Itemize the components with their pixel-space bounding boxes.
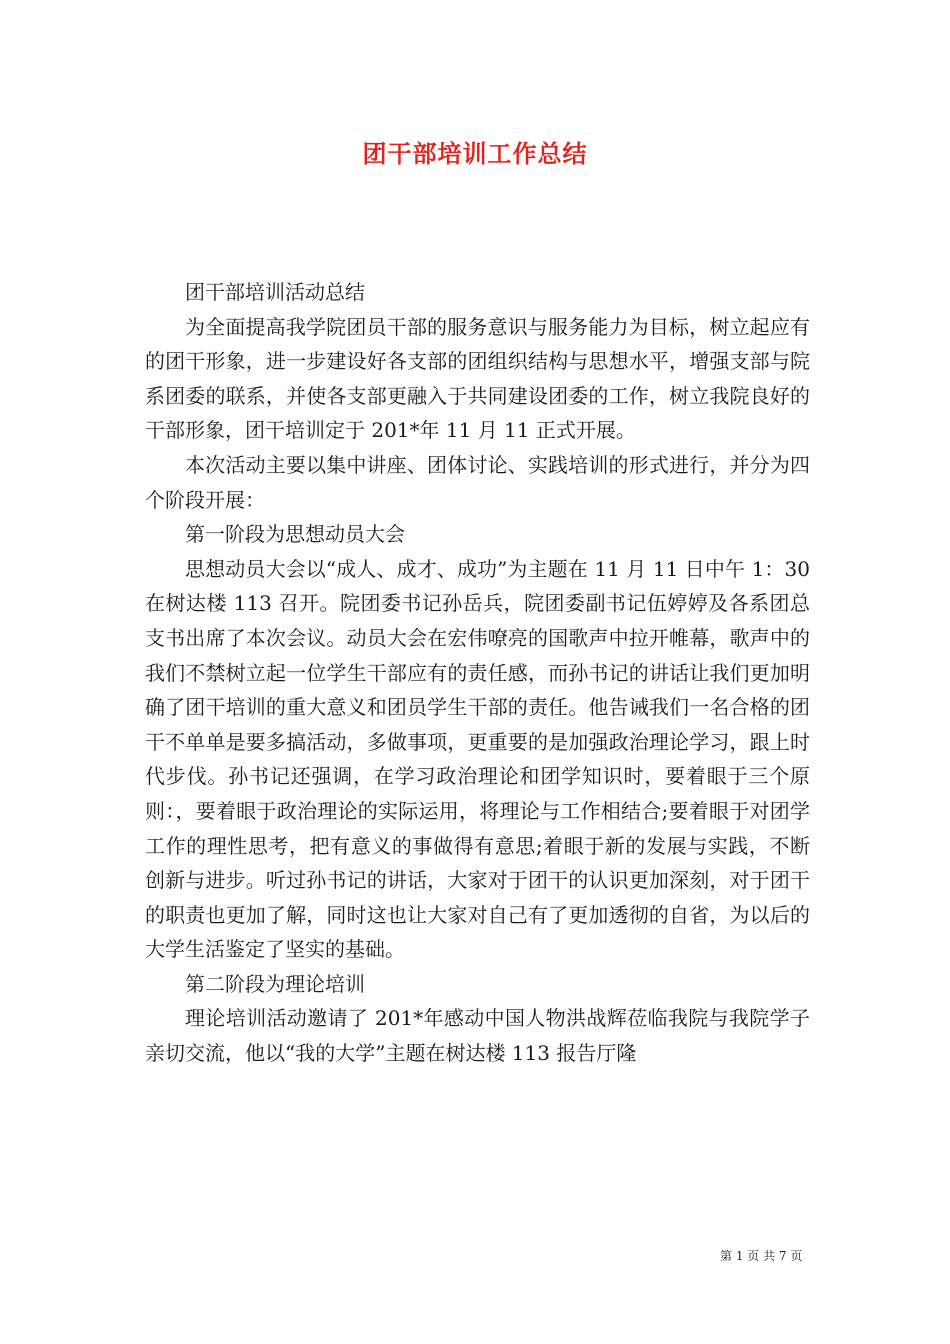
document-body <box>145 275 810 1071</box>
paragraph-format: 本次活动主要以集中讲座、团体讨论、实践培训的形式进行，并分为四个阶段开展： <box>145 452 810 512</box>
paragraph-stage-two-heading: 第二阶段为理论培训 <box>185 971 365 996</box>
paragraph-intro: 为全面提高我学院团员干部的服务意识与服务能力为目标，树立起应有的团干形象，进一步建设好各支部的团组织结构与思想水平，增强支部与院系团委的联系，并使各支部更融入于共同建设团委的工作，树立我院良好的干部形象，团干培训定于 201*年 11 月 11 正式开展。 <box>145 314 810 443</box>
document-title: 团干部培训工作总结 <box>362 140 588 168</box>
paragraph-stage-two-body: 理论培训活动邀请了 201*年感动中国人物洪战辉莅临我院与我院学子亲切交流，他以“我的大学”主题在树达楼 113 报告厅隆 <box>145 1006 810 1066</box>
paragraph-stage-one-body: 思想动员大会以“成人、成才、成功”为主题在 11 月 11 日中午 1：30 在树达楼 113 召开。院团委书记孙岳兵，院团委副书记伍婷婷及各系团总支书出席了本次会议。动员大会在宏伟嘹亮的国歌声中拉开帷幕，歌声中的我们不禁树立起一位学生干部应有的责任感，而孙书记的讲话让我们更加明确了团干培训的重大意义和团员学生干部的责任。他告诫我们一名合格的团干不单单是要多搞活动，多做事项，更重要的是加强政治理论学习，跟上时代步伐。孙书记还强调，在学习政治理论和团学知识时，要着眼于三个原则：，要着眼于政治理论的实际运用，将理论与工作相结合;要着眼于对团学工作的理性思考，把有意义的事做得有意思;着眼于新的发展与实践，不断创新与进步。听过孙书记的讲话，大家对于团干的认识更加深刻，对于团干的职责也更加了解，同时这也让大家对自己有了更加透彻的自省，为以后的大学生活鉴定了坚实的基础。 <box>145 556 810 962</box>
page-number: 第 1 页 共 7 页 <box>720 1249 803 1263</box>
paragraph-subtitle: 团干部培训活动总结 <box>185 280 365 304</box>
paragraph-stage-one-heading: 第一阶段为思想动员大会 <box>185 522 405 547</box>
